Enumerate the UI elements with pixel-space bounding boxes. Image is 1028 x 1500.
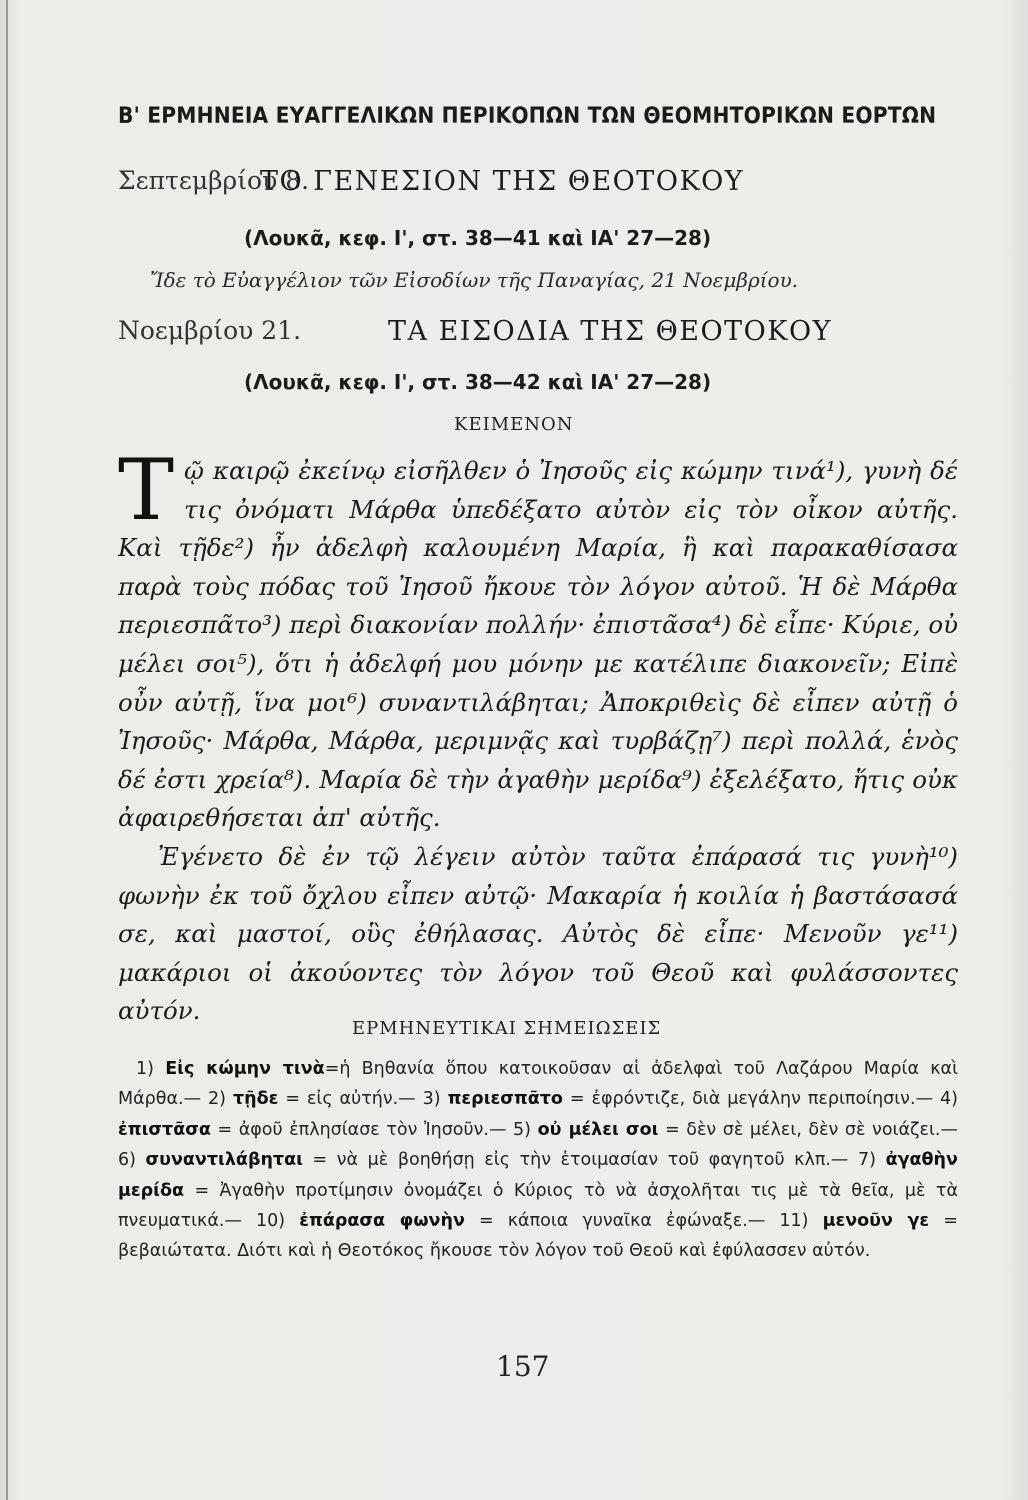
- note-term: Εἰς κώμην τινὰ: [165, 1059, 325, 1079]
- gospel-paragraph: [118, 441, 958, 838]
- note: [423, 1089, 933, 1109]
- note-term: μενοῦν γε: [822, 1211, 930, 1232]
- section-heading-notes: ΕΡΜΗΝΕΥΤΙΚΑΙ ΣΗΜΕΙΩΣΕΙΣ: [352, 1018, 662, 1039]
- note: [513, 1120, 958, 1140]
- note-gloss: = βεβαιώτατα. Διότι καὶ ἡ Θεοτόκος ἤκουσε τὸν λόγον τοῦ Θεοῦ καὶ ἐφύλασσεν αὐτόν.: [118, 1211, 958, 1262]
- note-term: ἐπιστᾶσα: [118, 1119, 211, 1140]
- feast-title: ΤΑ ΕΙΣΟΔΙΑ ΤΗΣ ΘΕΟΤΟΚΟΥ: [388, 316, 832, 347]
- section-heading-text: ΚΕΙΜΕΝΟΝ: [454, 414, 574, 435]
- feast-entrance-header: [118, 316, 918, 356]
- note: [256, 1211, 765, 1231]
- note: [118, 1150, 848, 1170]
- explanatory-notes: [118, 1054, 958, 1267]
- page-spine-edge: [6, 0, 8, 1500]
- feast-date: Νοεμβρίου 21.: [118, 316, 302, 345]
- running-head: Β' ΕΡΜΗΝΕΙΑ ΕΥΑΓΓΕΛΙΚΩΝ ΠΕΡΙΚΟΠΩΝ ΤΩΝ ΘΕΟΜΗΤΟΡΙΚΩΝ ΕΟΡΤΩΝ: [118, 104, 937, 129]
- note-term: οὐ μέλει σοι: [537, 1119, 659, 1140]
- note-number: 11): [779, 1211, 809, 1232]
- gospel-text: [118, 441, 958, 1031]
- feast-nativity-header: [118, 166, 918, 206]
- note-gloss: =ἡ Βηθανία ὅπου κατοικοῦσαν αἱ ἀδελφαὶ τοῦ Λαζάρου Μαρία καὶ Μάρθα.—: [118, 1059, 958, 1110]
- note-gloss: = νὰ μὲ βοηθήσῃ εἰς τὴν ἑτοιμασίαν τοῦ φαγητοῦ κλπ.—: [312, 1150, 849, 1171]
- paragraph-text: Ἐγένετο δὲ ἐν τῷ λέγειν αὐτὸν ταῦτα ἐπάρασά τις γυνὴ¹⁰) φωνὴν ἐκ τοῦ ὄχλου εἶπεν αὐτῷ· Μακαρία ἡ κοιλία ἡ βαστάσασά σε, καὶ μαστοί, οὓς ἐθήλασας. Αὐτὸς δὲ εἶπε· Μενοῦν γε¹¹) μακάριοι οἱ ἀκούοντες τὸν λόγον τοῦ Θεοῦ καὶ φυλάσσοντες αὐτόν.: [118, 841, 958, 1026]
- note-gloss: = δὲν σὲ μέλει, δὲν σὲ νοιάζει.—: [665, 1119, 958, 1140]
- feast-date: Σεπτεμβρίου 8.: [118, 166, 310, 195]
- note-gloss: = εἰς αὐτήν.—: [285, 1089, 416, 1110]
- note-gloss: = ἐφρόντιζε, διὰ μεγάλην περιποίησιν.—: [569, 1089, 934, 1110]
- scripture-reference: (Λουκᾶ, κεφ. Ι', στ. 38—42 καὶ ΙΑ' 27—28): [244, 370, 712, 394]
- note-number: 10): [256, 1211, 286, 1232]
- note-gloss: = ἀφοῦ ἐπλησίασε τὸν Ἰησοῦν.—: [217, 1119, 507, 1140]
- scripture-reference: (Λουκᾶ, κεφ. Ι', στ. 38—41 καὶ ΙΑ' 27—28): [244, 226, 712, 250]
- feast-title: ΤΟ ΓΕΝΕΣΙΟΝ ΤΗΣ ΘΕΟΤΟΚΟΥ: [260, 166, 745, 197]
- note-gloss: = Ἀγαθὴν προτίμησιν ὀνομάζει ὁ Κύριος τὸ νὰ ἀσχολῆται τις μὲ τὰ θεῖα, μὲ τὰ πνευματικά.—: [118, 1180, 958, 1232]
- drop-cap: Τ: [118, 441, 175, 539]
- note-term: ἀγαθὴν μερίδα: [118, 1150, 958, 1201]
- note-number: 7): [858, 1150, 876, 1171]
- gospel-paragraph: [118, 838, 958, 1031]
- note-term: περιεσπᾶτο: [447, 1089, 563, 1110]
- page-number: 157: [496, 1350, 550, 1383]
- note-term: συναντιλάβηται: [145, 1150, 303, 1171]
- note-number: 6): [118, 1150, 136, 1171]
- paragraph-text: ῷ καιρῷ ἐκείνῳ εἰσῆλθεν ὁ Ἰησοῦς εἰς κώμην τινά¹), γυνὴ δέ τις ὀνόματι Μάρθα ὑπεδέξατο αὐτὸν εἰς τὸν οἶκον αὐτῆς. Καὶ τῇδε²) ἦν ἀδελφὴ καλουμένη Μαρία, ἣ καὶ παρακαθίσασα παρὰ τοὺς πόδας τοῦ Ἰησοῦ ἤκουε τὸν λόγον αὐτοῦ. Ἡ δὲ Μάρθα περιεσπᾶτο³) περὶ διακονίαν πολλήν· ἐπιστᾶσα⁴) δὲ εἶπε· Κύριε, οὐ μέλει σοι⁵), ὅτι ἡ ἀδελφή μου μόνην με κατέλιπε διακονεῖν; Εἰπὲ οὖν αὐτῇ, ἵνα μοι⁶) συναντιλάβηται; Ἀποκριθεὶς δὲ εἶπεν αὐτῇ ὁ Ἰησοῦς· Μάρθα, Μάρθα, μεριμνᾷς καὶ τυρβάζῃ⁷) περὶ πολλά, ἑνὸς δέ ἐστι χρεία⁸). Μαρία δὲ τὴν ἀγαθὴν μερίδα⁹) ἐξελέξατο, ἥτις οὐκ ἀφαιρεθήσεται ἀπ' αὐτῆς.: [118, 456, 958, 833]
- note-number: 3): [422, 1089, 441, 1110]
- cross-reference-note: Ἴδε τὸ Εὐαγγέλιον τῶν Εἰσοδίων τῆς Παναγίας, 21 Νοεμβρίου.: [150, 268, 799, 292]
- note-number: 1): [136, 1059, 154, 1079]
- note: [208, 1089, 416, 1109]
- note-term: ἐπάρασα φωνὴν: [299, 1211, 465, 1232]
- note-gloss: = κάποια γυναῖκα ἐφώναξε.—: [478, 1211, 766, 1232]
- note-term: τῇδε: [232, 1089, 279, 1110]
- note-number: 2): [208, 1089, 226, 1110]
- note-number: 4): [939, 1089, 958, 1110]
- note-number: 5): [513, 1119, 532, 1140]
- notes-paragraph: [118, 1054, 958, 1267]
